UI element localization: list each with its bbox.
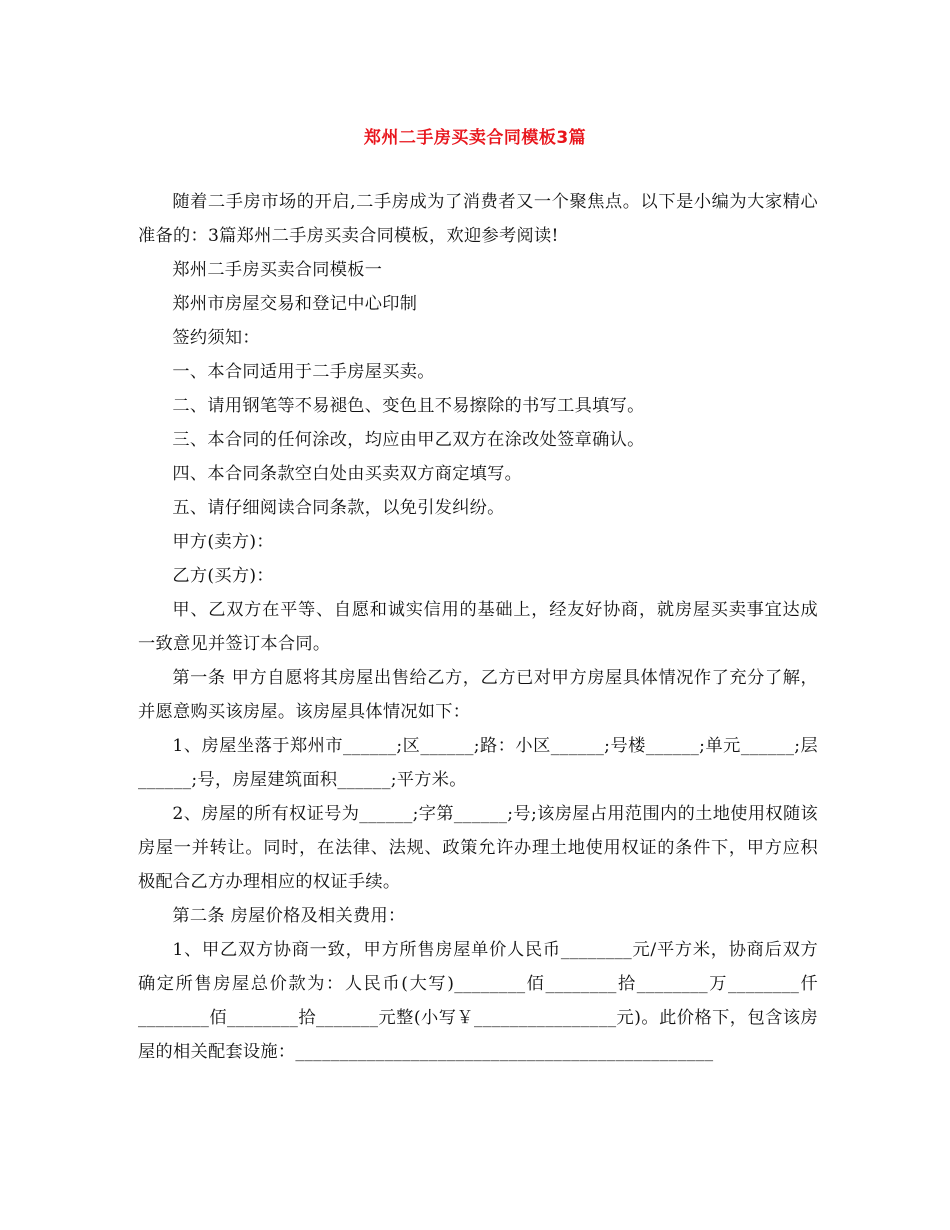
paragraph: 三、本合同的任何涂改，均应由甲乙双方在涂改处签章确认。 — [172, 430, 645, 450]
paragraph: 第二条 房屋价格及相关费用： — [172, 906, 406, 926]
paragraph: 四、本合同条款空白处由买卖双方商定填写。 — [172, 464, 523, 484]
paragraph: 甲方(卖方)： — [172, 532, 274, 552]
paragraph: 二、请用钢笔等不易褪色、变色且不易擦除的书写工具填写。 — [172, 396, 645, 416]
paragraph: 五、请仔细阅读合同条款，以免引发纠纷。 — [172, 498, 505, 518]
paragraph: 2、房屋的所有权证号为______;字第______;号;该房屋占用范围内的土地使用权随该房屋一并转让。同时，在法律、法规、政策允许办理土地使用权证的条件下，甲方应积极配合乙方办理相应的权证手续。 — [138, 804, 818, 892]
paragraph: 郑州市房屋交易和登记中心印制 — [172, 294, 418, 314]
paragraph: 第一条 甲方自愿将其房屋出售给乙方，乙方已对甲方房屋具体情况作了充分了解，并愿意购买该房屋。该房屋具体情况如下： — [138, 668, 818, 722]
paragraph: 1、房屋坐落于郑州市______;区______;路：小区______;号楼______;单元______;层______;号，房屋建筑面积______;平方米。 — [138, 736, 818, 790]
paragraph: 1、甲乙双方协商一致，甲方所售房屋单价人民币________元/平方米，协商后双方确定所售房屋总价款为：人民币(大写)________佰________拾________万________仟________佰________拾_______元整(小写￥________________元)。此价格下，包含该房屋的相关配套设施：_______________________________________________ — [138, 940, 818, 1062]
paragraph: 随着二手房市场的开启,二手房成为了消费者又一个聚焦点。以下是小编为大家精心准备的：3篇郑州二手房买卖合同模板，欢迎参考阅读! — [138, 192, 818, 246]
document-body — [138, 185, 818, 1069]
document-title: 郑州二手房买卖合同模板3篇 — [363, 128, 587, 148]
paragraph: 乙方(买方)： — [172, 566, 274, 586]
paragraph: 签约须知： — [172, 328, 260, 348]
paragraph: 一、本合同适用于二手房屋买卖。 — [172, 362, 435, 382]
paragraph: 甲、乙双方在平等、自愿和诚实信用的基础上，经友好协商，就房屋买卖事宜达成一致意见并签订本合同。 — [138, 600, 818, 654]
paragraph: 郑州二手房买卖合同模板一 — [172, 260, 383, 280]
